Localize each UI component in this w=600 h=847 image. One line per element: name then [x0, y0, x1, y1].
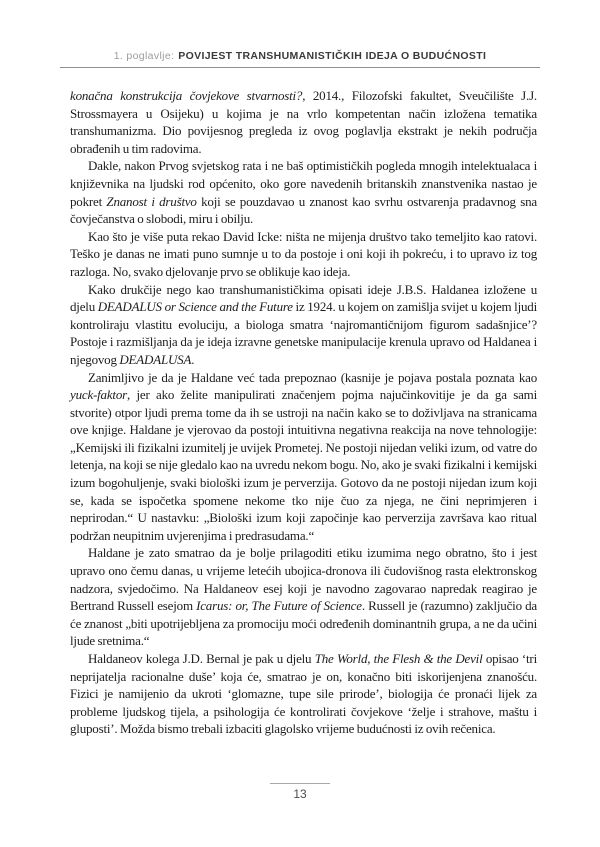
text-segment: Haldane je zato smatrao da je bolje prilagoditi etiku izumima nego obratno, što i jest upravo ono čemu danas, u vrijeme letećih ubojica-dronova ili čudovišnog rasta elektronskog nadzora, svjedočimo. Na Haldaneov esej koji je navodno zagovarao napredak reagirao je Bertrand Russell esejom [70, 545, 537, 614]
page-body [70, 87, 537, 738]
page-header [60, 50, 540, 68]
text-segment: . [191, 351, 195, 367]
italic-text-segment: Icarus: or, The Future of Science [196, 598, 362, 614]
text-segment: Kao što je više puta rekao David Icke: ništa ne mijenja društvo tako temeljito kao ratovi. Teško je danas ne imati puno sumnje u to da postoje i oni koji ih pokreću, i to upravo iz tog razloga. No, svako djelovanje prvo se oblikuje kao ideja. [70, 228, 537, 279]
page-number: 13 [293, 787, 307, 801]
text-segment: , jer ako želite manipulirati značenjem pojma najučinkovitije je da ga sami stvorite) otpor ljudi prema tome da ih se ustroji na način kako se to doživljava na stranicama ove knjige. Haldane je vjerovao da postoji intuitivna negativna reakcija na nove tehnologije: „Kemijski ili fizikalni izumitelj je uvijek Prometej. Ne postoji nijedan veliki izum, od vatre do letenja, na koji se nije gledalo kao na uvredu nekom bogu. No, ako je svaki fizikalni i kemijski izum bogohuljenje, svaki biološki izum je perverzija. Gotovo da ne postoji nijedan izum koji se, kada se ispočetka spomene nekome tko nije čuo za njega, ne čini neprimjeren i neprirodan.“ U nastavku: „Biološki izum koji započinje kao perverzija završava kao ritual podržan neupitnim uvjerenjima i predrasudama.“ [70, 387, 537, 543]
paragraph [70, 281, 537, 369]
text-segment: , 2014., Filozofski fakultet, Sveučilište J.J. Strossmayera u Osijeku) u kojima je na vrlo kompetentan način izložena tematika transhumanizma. Dio povijesnog pregleda iz ovog poglavlja ekstrakt je nekih područja obrađenih u tim radovima. [70, 88, 537, 156]
text-segment: . Russell je (razumno) zaključio da će znanost „biti upotrijebljena za promociju moći određenih dominantnih grupa, a ne da učini ljude sretnima.“ [70, 598, 537, 649]
footer-divider [270, 783, 330, 784]
text-segment: opisao ‘tri neprijatelja racionalne duše’ koja će, smatrao je on, konačno biti iskorijenjena znanošću. Fizici je namijenio da ukroti ‘glomazne, tupe sile prirode’, biologija će pronaći lijek za probleme ljudskog tijela, a psihologija će kontrolirati čovjekove ‘želje i strahove, maštu i gluposti’. Možda bismo trebali izbaciti glagolsko vrijeme budućnosti iz ovih rečenica. [70, 651, 537, 737]
italic-text-segment: konačna konstrukcija čovjekove stvarnosti? [70, 88, 303, 103]
text-segment: Zanimljivo je da je Haldane već tada prepoznao (kasnije je pojava postala poznata kao [88, 369, 537, 385]
italic-text-segment: Znanost i društvo [106, 193, 197, 209]
paragraph [70, 544, 537, 650]
paragraph [70, 650, 537, 738]
paragraph [70, 369, 537, 545]
italic-text-segment: DEADALUS or Science and the Future [97, 299, 293, 315]
chapter-title: POVIJEST TRANSHUMANISTIČKIH IDEJA O BUDUĆNOSTI [178, 50, 487, 62]
paragraph [70, 228, 537, 281]
text-segment: Dakle, nakon Prvog svjetskog rata i ne baš optimističkih pogleda mnogih intelektualaca i književnika na ljudski rod općenito, oko gore navedenih britanskih znanstvenika nastao je pokret [70, 158, 537, 209]
text-segment: koji se pouzdavao u znanost kao svrhu ostvarenja pradavnog sna čovječanstva o slobodi, miru i obilju. [70, 193, 537, 227]
text-segment: iz 1924. u kojem on zamišlja svijet u kojem ljudi kontroliraju vlastitu evoluciju, a biologa smatra ‘najromantičnijom figurom sadašnjice’? Postoje i razmišljanja da je ideja izravne genetske manipulacije krenula upravo od Haldanea i njegovog [70, 299, 538, 367]
paragraph [70, 87, 537, 157]
italic-text-segment: yuck-faktor [70, 387, 127, 403]
page-footer [0, 783, 600, 801]
text-segment: Haldaneov kolega J.D. Bernal je pak u djelu [88, 651, 315, 666]
text-segment: Kako drukčije nego kao transhumanističkima opisati ideje J.B.S. Haldanea izložene u djelu [70, 281, 537, 315]
paragraph [70, 157, 537, 227]
italic-text-segment: DEADALUSA [119, 351, 192, 367]
italic-text-segment: The World, the Flesh & the Devil [314, 651, 483, 666]
chapter-label: 1. poglavlje: [113, 50, 175, 62]
